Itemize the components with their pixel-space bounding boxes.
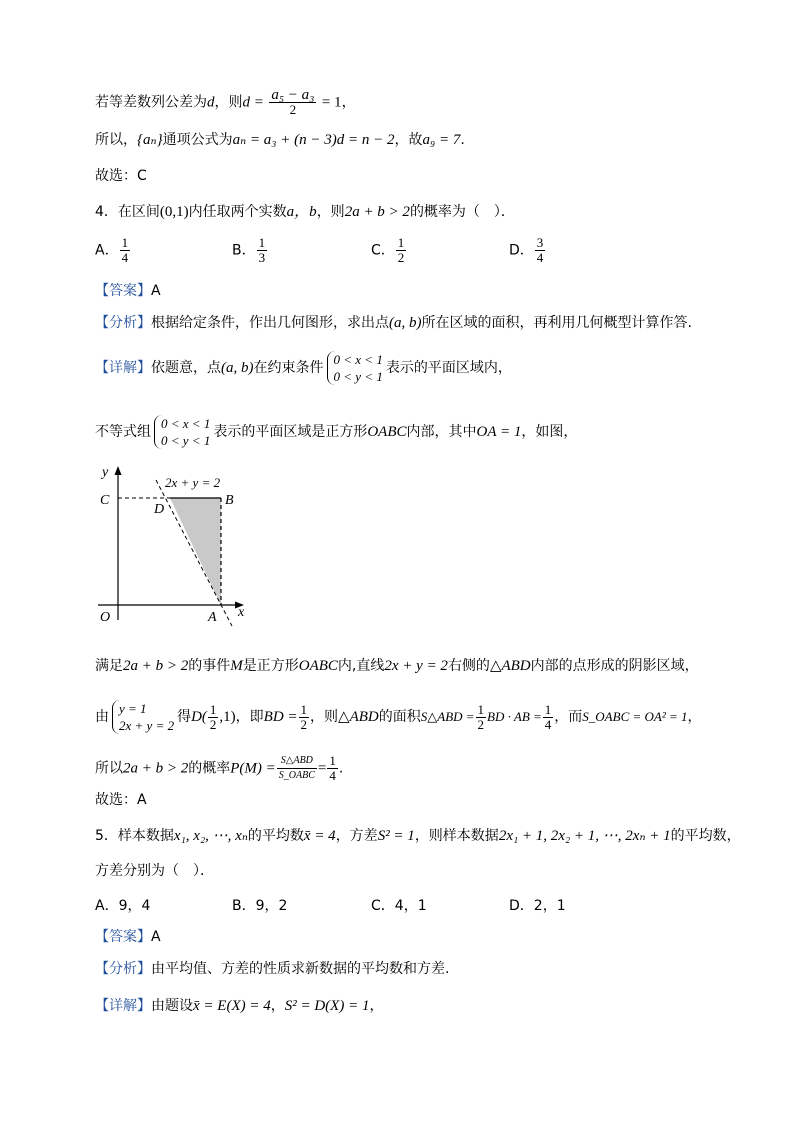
math: 2a + b > 2 xyxy=(344,204,410,220)
q4-detail xyxy=(95,351,512,385)
q5-stem xyxy=(95,826,741,846)
option-label: C． xyxy=(371,898,395,914)
q5-detail xyxy=(95,996,383,1016)
text: 的面积 xyxy=(378,709,421,725)
math: BD · AB = xyxy=(487,709,542,724)
text: ， xyxy=(369,998,384,1014)
fraction xyxy=(476,703,487,732)
fraction xyxy=(269,88,316,117)
fraction xyxy=(257,236,268,265)
math: S² = 1 xyxy=(377,828,415,844)
fraction xyxy=(120,236,131,265)
q4-choice: 故选：A xyxy=(95,792,147,808)
math: x₁, x₂, ⋯, xₙ xyxy=(173,828,248,844)
option-label: C． xyxy=(371,242,395,259)
q5-analysis xyxy=(95,959,449,979)
math: (a, b) xyxy=(221,360,254,376)
q4-option-b xyxy=(232,236,268,265)
point-c: C xyxy=(100,493,110,508)
math: OA = 1 xyxy=(476,424,522,440)
option-text: 2，1 xyxy=(533,898,566,914)
text: 内,直线 xyxy=(337,658,385,674)
denominator: 4 xyxy=(536,250,544,265)
q4-satisfy xyxy=(95,656,699,676)
denominator: 2 xyxy=(209,716,217,732)
q5-option-c xyxy=(371,895,427,915)
text: 所以， xyxy=(95,132,137,148)
answer-value: A xyxy=(151,929,161,945)
numerator: 1 xyxy=(477,701,485,717)
math: D( xyxy=(191,709,207,725)
math: 2a + b > 2 xyxy=(123,658,189,674)
condition: 0 < x < 1 xyxy=(161,416,211,431)
math: (a, b) xyxy=(389,315,422,331)
option-text: 9，2 xyxy=(255,898,288,914)
q4-ineqs xyxy=(95,415,577,449)
analysis-tag: 【分析】 xyxy=(95,315,151,331)
numerator: 1 xyxy=(397,235,405,250)
text: . xyxy=(460,132,465,148)
denominator: 2 xyxy=(397,250,405,265)
fraction xyxy=(208,703,219,732)
equation: 2x + y = 2 xyxy=(119,718,175,733)
text: 右侧的 xyxy=(447,658,490,674)
detail-tag: 【详解】 xyxy=(95,360,151,376)
point-o: O xyxy=(100,610,111,625)
math: = 1 xyxy=(321,94,342,111)
q4-probability xyxy=(95,754,343,783)
text: 的概率为（ ）． xyxy=(409,204,515,220)
option-label: A． xyxy=(95,898,119,914)
numerator: 1 xyxy=(544,701,552,717)
text: 的事件 xyxy=(188,658,231,674)
math: aₙ = a₃ + (n − 3)d = n − 2 xyxy=(232,132,395,148)
text: 得 xyxy=(177,709,192,725)
geometry-figure xyxy=(90,462,265,632)
math: = xyxy=(317,760,327,777)
option-label: A． xyxy=(95,242,119,259)
q4-answer xyxy=(95,281,161,301)
text: 表示的平面区域是正方形 xyxy=(213,424,368,440)
text: 由平均值、方差的性质求新数据的平均数和方差. xyxy=(151,961,450,977)
q4-option-c xyxy=(371,236,407,265)
line-label: 2x + y = 2 xyxy=(165,475,221,490)
text: 由 xyxy=(95,709,109,725)
text: ， xyxy=(687,709,702,725)
q5-option-a xyxy=(95,895,150,915)
q4-option-a xyxy=(95,236,131,265)
fraction xyxy=(543,703,554,732)
q4-option-d xyxy=(509,236,546,265)
math: OABC xyxy=(298,658,338,674)
prev-line-1 xyxy=(95,88,356,117)
text: 内任取两个实数 xyxy=(188,204,287,220)
text: ， xyxy=(270,998,285,1014)
text: ，方差 xyxy=(335,828,378,844)
point-a: A xyxy=(208,610,217,625)
numerator: 1 xyxy=(258,235,266,250)
option-text: 4，1 xyxy=(394,898,427,914)
text: . xyxy=(338,760,344,777)
text: 依题意，点 xyxy=(151,360,221,376)
math: △ABD xyxy=(338,709,379,725)
q4-analysis xyxy=(95,313,692,333)
q5-stem-line2: 方差分别为（ ）． xyxy=(95,863,214,879)
option-label: D． xyxy=(509,898,534,914)
text: ，则 xyxy=(310,709,339,725)
constraint-system xyxy=(154,415,210,449)
option-label: B． xyxy=(232,242,256,259)
denominator: 4 xyxy=(121,250,129,265)
numerator: 1 xyxy=(121,235,129,250)
q5-option-b xyxy=(232,895,287,915)
math: d = xyxy=(242,94,264,111)
prev-line-2 xyxy=(95,130,465,150)
text: ，则 xyxy=(214,94,243,111)
option-label: B． xyxy=(232,898,256,914)
math: 2a + b > 2 xyxy=(123,760,189,777)
numerator: 3 xyxy=(536,235,544,250)
math: x̄ = E(X) = 4 xyxy=(193,998,271,1014)
denominator: 2 xyxy=(289,102,297,117)
math: ,1) xyxy=(219,709,236,725)
fraction xyxy=(396,236,407,265)
numerator: S△ABD xyxy=(277,754,317,769)
q4-solve xyxy=(95,700,702,734)
text: ，则样本数据 xyxy=(414,828,499,844)
answer-value: A xyxy=(151,283,161,299)
math: BD = xyxy=(263,709,298,725)
text: 所以 xyxy=(95,760,123,777)
math: (0,1) xyxy=(159,204,189,220)
answer-tag: 【答案】 xyxy=(95,929,151,945)
text: 由题设 xyxy=(151,998,193,1014)
text: ，如图， xyxy=(521,424,578,440)
math: P(M) = xyxy=(230,760,276,777)
text: 4．在区间 xyxy=(95,204,160,220)
denominator: 4 xyxy=(544,716,552,732)
numerator: 1 xyxy=(300,701,308,717)
shaded-region xyxy=(170,498,221,605)
text: 5．样本数据 xyxy=(95,828,174,844)
denominator: 2 xyxy=(300,716,308,732)
text: 满足 xyxy=(95,658,123,674)
denominator: 2 xyxy=(477,716,485,732)
numerator: 1 xyxy=(329,753,336,768)
denominator: 4 xyxy=(329,768,336,783)
condition: 0 < y < 1 xyxy=(161,433,211,448)
option-label: D． xyxy=(509,242,534,259)
equation-system xyxy=(112,700,174,734)
math: {aₙ} xyxy=(137,132,163,148)
text: 是正方形 xyxy=(242,658,299,674)
y-axis-arrow xyxy=(115,466,122,475)
y-label: y xyxy=(102,465,109,480)
point-d: D xyxy=(154,502,165,517)
text: 所在区域的面积，再利用几何概型计算作答. xyxy=(421,315,692,331)
denominator: S_OABC xyxy=(278,770,315,781)
q4-stem xyxy=(95,202,515,222)
numerator: 1 xyxy=(209,701,217,717)
text: 内部的点形成的阴影区域， xyxy=(530,658,699,674)
fraction xyxy=(327,754,338,783)
text: ， xyxy=(341,94,356,111)
prev-choice: 故选：C xyxy=(95,168,147,184)
fraction xyxy=(277,754,317,783)
analysis-tag: 【分析】 xyxy=(95,961,151,977)
equation: y = 1 xyxy=(119,701,147,716)
text: 内部，其中 xyxy=(406,424,477,440)
numerator: a₅ − a₃ xyxy=(271,87,315,103)
fraction xyxy=(299,703,310,732)
math: x̄ = 4 xyxy=(303,828,336,844)
text: 在约束条件 xyxy=(253,360,324,376)
point-b: B xyxy=(225,493,234,508)
denominator: 3 xyxy=(258,250,266,265)
constraint-system xyxy=(327,351,383,385)
math: OABC xyxy=(367,424,407,440)
text: 根据给定条件，作出几何图形，求出点 xyxy=(151,315,389,331)
q5-option-d xyxy=(509,895,566,915)
math: 2x + y = 2 xyxy=(384,658,448,674)
q5-answer xyxy=(95,927,161,947)
math: S² = D(X) = 1 xyxy=(284,998,370,1014)
math: d xyxy=(207,94,215,111)
fraction xyxy=(535,236,546,265)
math: S_OABC = OA² = 1 xyxy=(582,709,688,724)
math: △ABD xyxy=(489,658,531,674)
condition: 0 < x < 1 xyxy=(333,352,383,367)
text: 的平均数， xyxy=(670,828,741,844)
text: 不等式组 xyxy=(95,424,151,440)
text: ，而 xyxy=(554,709,583,725)
text: 通项公式为 xyxy=(162,132,233,148)
x-label: x xyxy=(238,605,245,620)
text: 表示的平面区域内， xyxy=(385,360,512,376)
condition: 0 < y < 1 xyxy=(333,369,383,384)
math: a₉ = 7 xyxy=(422,132,461,148)
text: 若等差数列公差为 xyxy=(95,94,207,111)
answer-tag: 【答案】 xyxy=(95,283,151,299)
text: ，故 xyxy=(394,132,423,148)
text: 的概率 xyxy=(188,760,231,777)
text: 的平均数 xyxy=(247,828,304,844)
option-text: 9，4 xyxy=(118,898,151,914)
text: ，则 xyxy=(316,204,345,220)
detail-tag: 【详解】 xyxy=(95,998,151,1014)
math: 2x₁ + 1, 2x₂ + 1, ⋯, 2xₙ + 1 xyxy=(498,828,671,844)
math: M xyxy=(230,658,243,674)
math: S△ABD = xyxy=(420,709,475,724)
math: a，b xyxy=(286,204,317,220)
text: ，即 xyxy=(235,709,264,725)
